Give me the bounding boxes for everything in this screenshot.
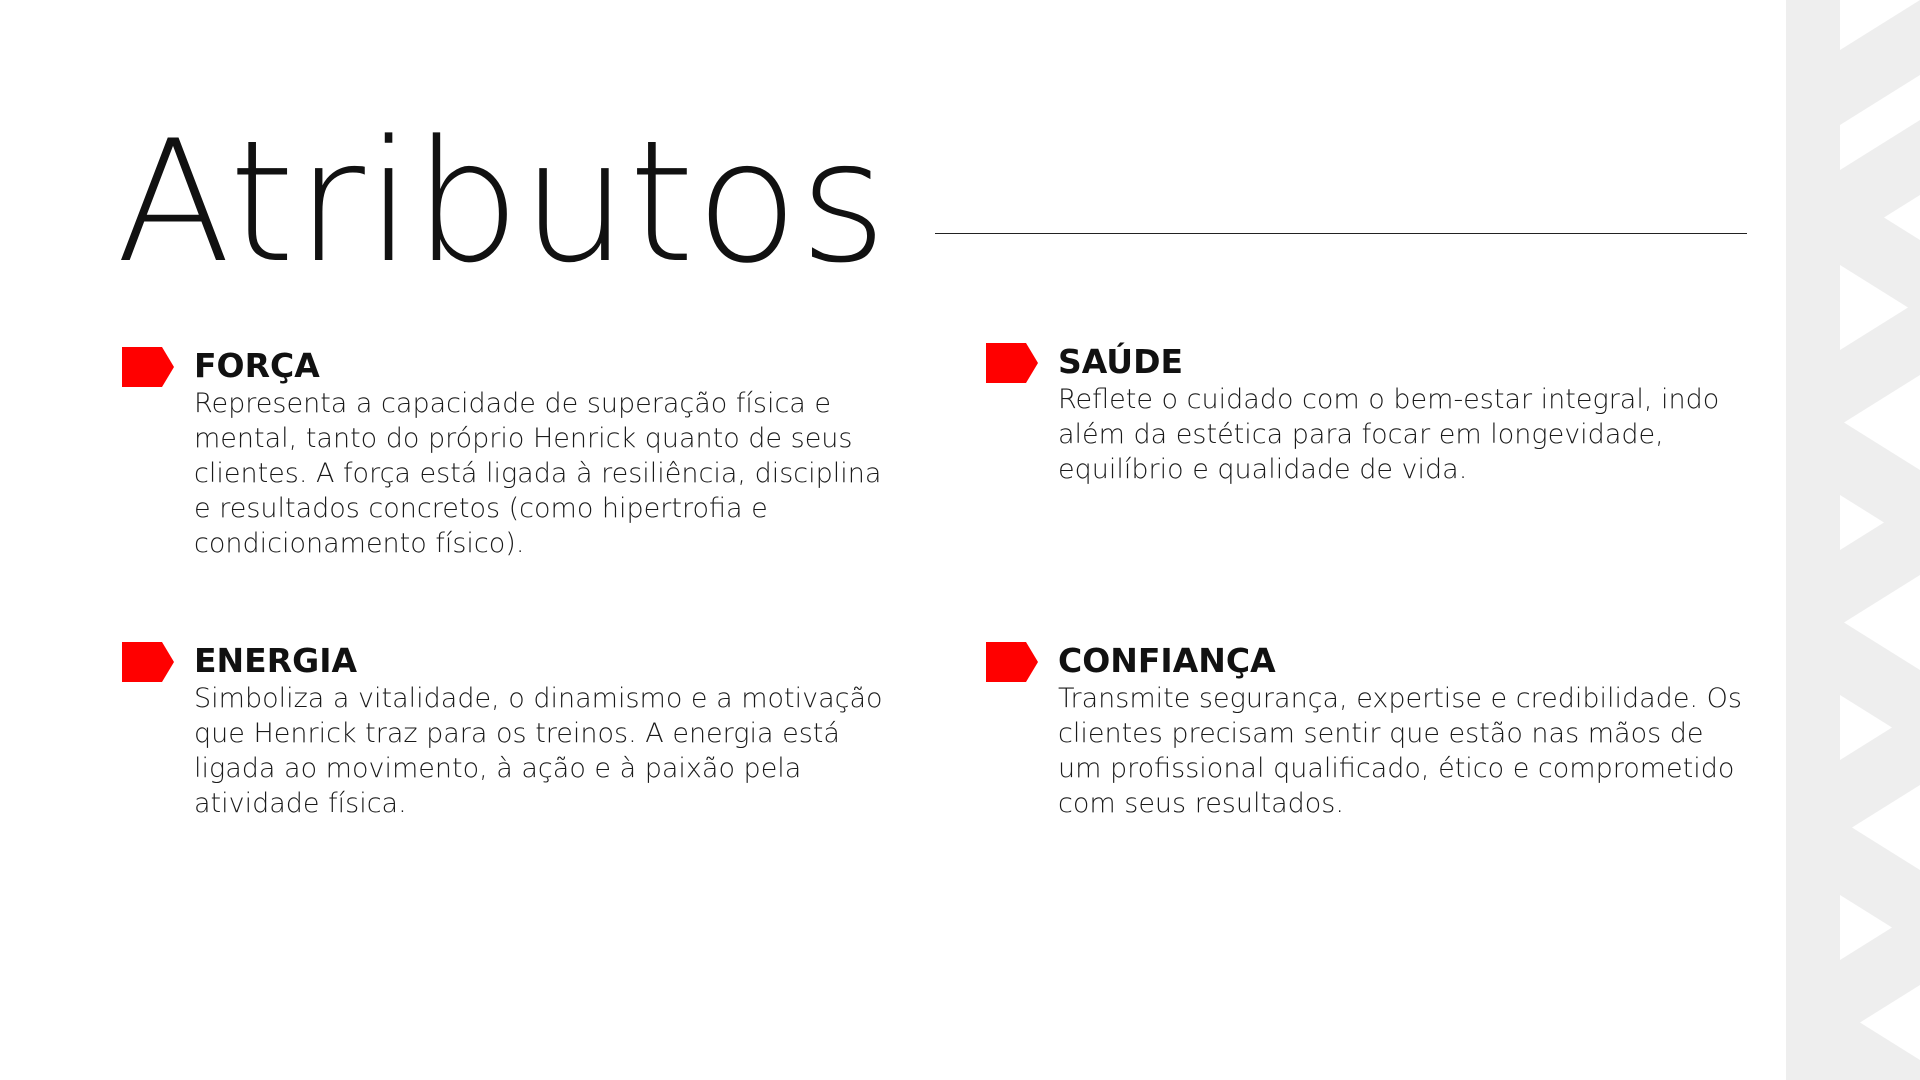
arrow-marker-icon [122,642,174,682]
attribute-title: CONFIANÇA [1058,641,1276,680]
decorative-chevron-pattern [1786,0,1920,1080]
attribute-title: ENERGIA [194,641,358,680]
arrow-marker-icon [122,347,174,387]
arrow-marker-icon [986,642,1038,682]
arrow-marker-icon [986,343,1038,383]
title-divider-line [935,233,1747,234]
slide-title: Atributos [116,104,888,300]
attribute-title: SAÚDE [1058,342,1184,381]
attribute-description: Transmite segurança, expertise e credibilidade. Os clientes precisam sentir que estão nas mãos de um profissional qualificado, ético e comprometido com seus resultados. [1058,683,1742,819]
attribute-description: Reflete o cuidado com o bem-estar integral, indo além da estética para focar em longevidade, equilíbrio e qualidade de vida. [1058,384,1720,485]
attribute-description: Representa a capacidade de superação física e mental, tanto do próprio Henrick quanto de seus clientes. A força está ligada à resiliência, disciplina e resultados concretos (como hipertrofia e condicionamento físico). [194,388,882,559]
attribute-description: Simboliza a vitalidade, o dinamismo e a motivação que Henrick traz para os treinos. A energia está ligada ao movimento, à ação e à paixão pela atividade física. [194,683,883,819]
attribute-title: FORÇA [194,346,320,385]
